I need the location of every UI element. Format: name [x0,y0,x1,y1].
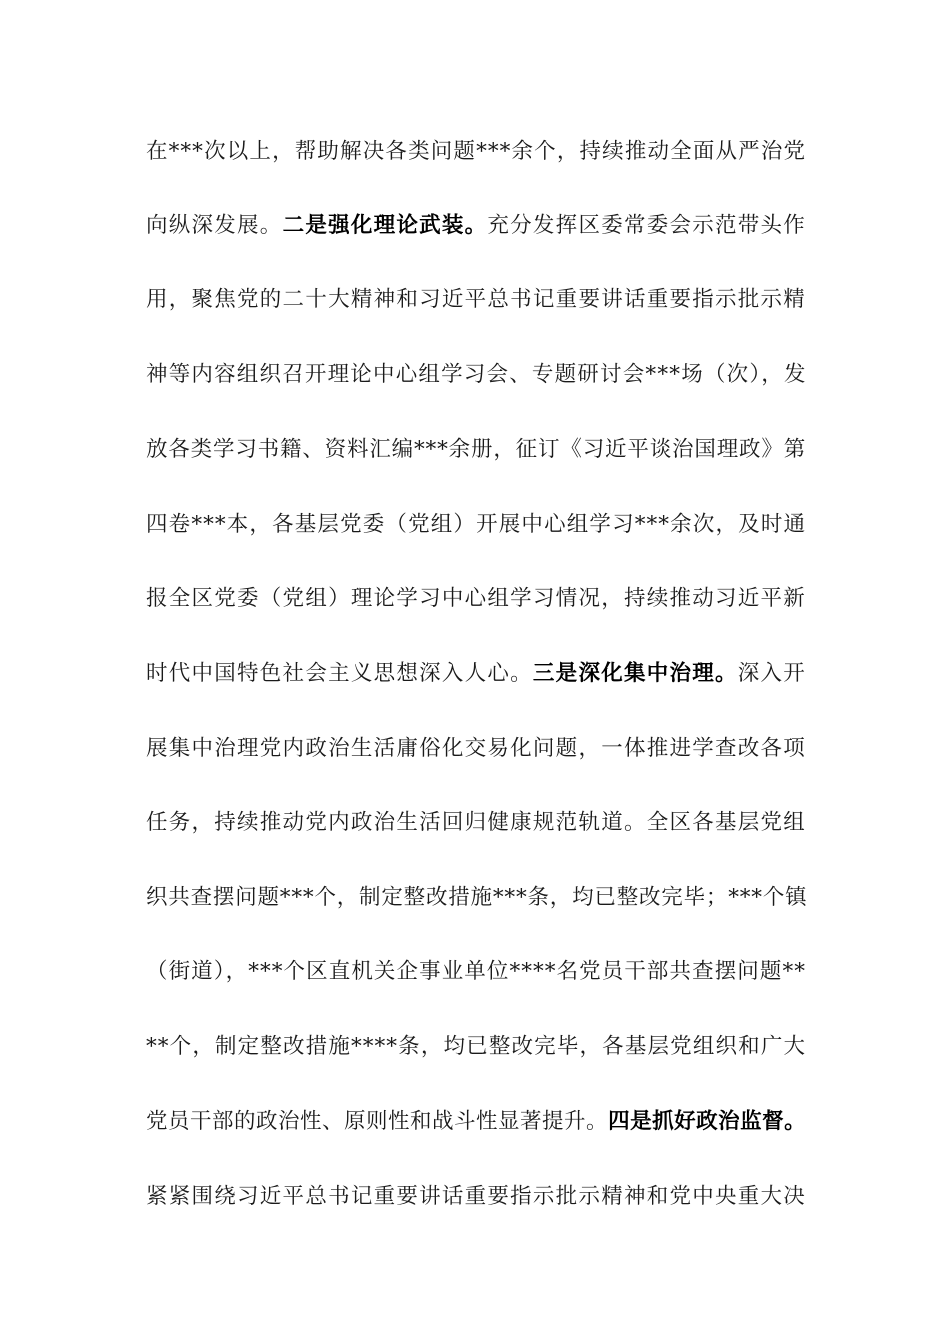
text-run: 报全区党委（党组）理论学习中心组学习情况，持续推动习近平新 [146,586,806,611]
text-line-3 [146,280,806,320]
text-line-2 [146,206,806,246]
text-line-14 [146,1102,806,1142]
text-run: 向纵深发展。 [146,213,283,238]
text-run: 党员干部的政治性、原则性和战斗性显著提升。 [146,1109,609,1134]
text-line-5 [146,430,806,470]
text-run: 放各类学习书籍、资料汇编***余册，征订《习近平谈治国理政》第 [146,437,806,462]
text-run: 紧紧围绕习近平总书记重要讲话重要指示批示精神和党中央重大决 [146,1184,806,1209]
text-line-7 [146,579,806,619]
text-run: 充分发挥区委常委会示范带头作 [487,213,806,238]
bold-heading-3: 三是深化集中治理。 [532,661,738,686]
text-line-1 [146,132,806,172]
text-line-8 [146,654,806,694]
text-line-13 [146,1027,806,1067]
text-line-11 [146,878,806,918]
text-run: （街道），***个区直机关企事业单位****名党员干部共查摆问题** [146,959,806,984]
text-run: 深入开 [737,661,806,686]
text-line-15 [146,1177,806,1217]
text-run: 时代中国特色社会主义思想深入人心。 [146,661,533,686]
text-line-10 [146,803,806,843]
text-run: 展集中治理党内政治生活庸俗化交易化问题，一体推进学查改各项 [146,736,806,761]
text-run: 在***次以上，帮助解决各类问题***余个，持续推动全面从严治党 [146,139,806,164]
bold-heading-4: 四是抓好政治监督。 [608,1109,807,1134]
text-run: 织共查摆问题***个，制定整改措施***条，均已整改完毕；***个镇 [146,885,808,910]
text-line-12 [146,952,806,992]
text-line-4 [146,355,806,395]
text-run: 任务，持续推动党内政治生活回归健康规范轨道。全区各基层党组 [146,810,806,835]
bold-heading-2: 二是强化理论武装。 [282,213,488,238]
text-line-6 [146,505,806,545]
text-run: **个，制定整改措施****条，均已整改完毕，各基层党组织和广大 [146,1034,806,1059]
text-run: 用，聚焦党的二十大精神和习近平总书记重要讲话重要指示批示精 [146,287,806,312]
text-line-9 [146,729,806,769]
text-run: 四卷***本，各基层党委（党组）开展中心组学习***余次，及时通 [146,512,806,537]
text-run: 神等内容组织召开理论中心组学习会、专题研讨会***场（次），发 [146,362,807,387]
